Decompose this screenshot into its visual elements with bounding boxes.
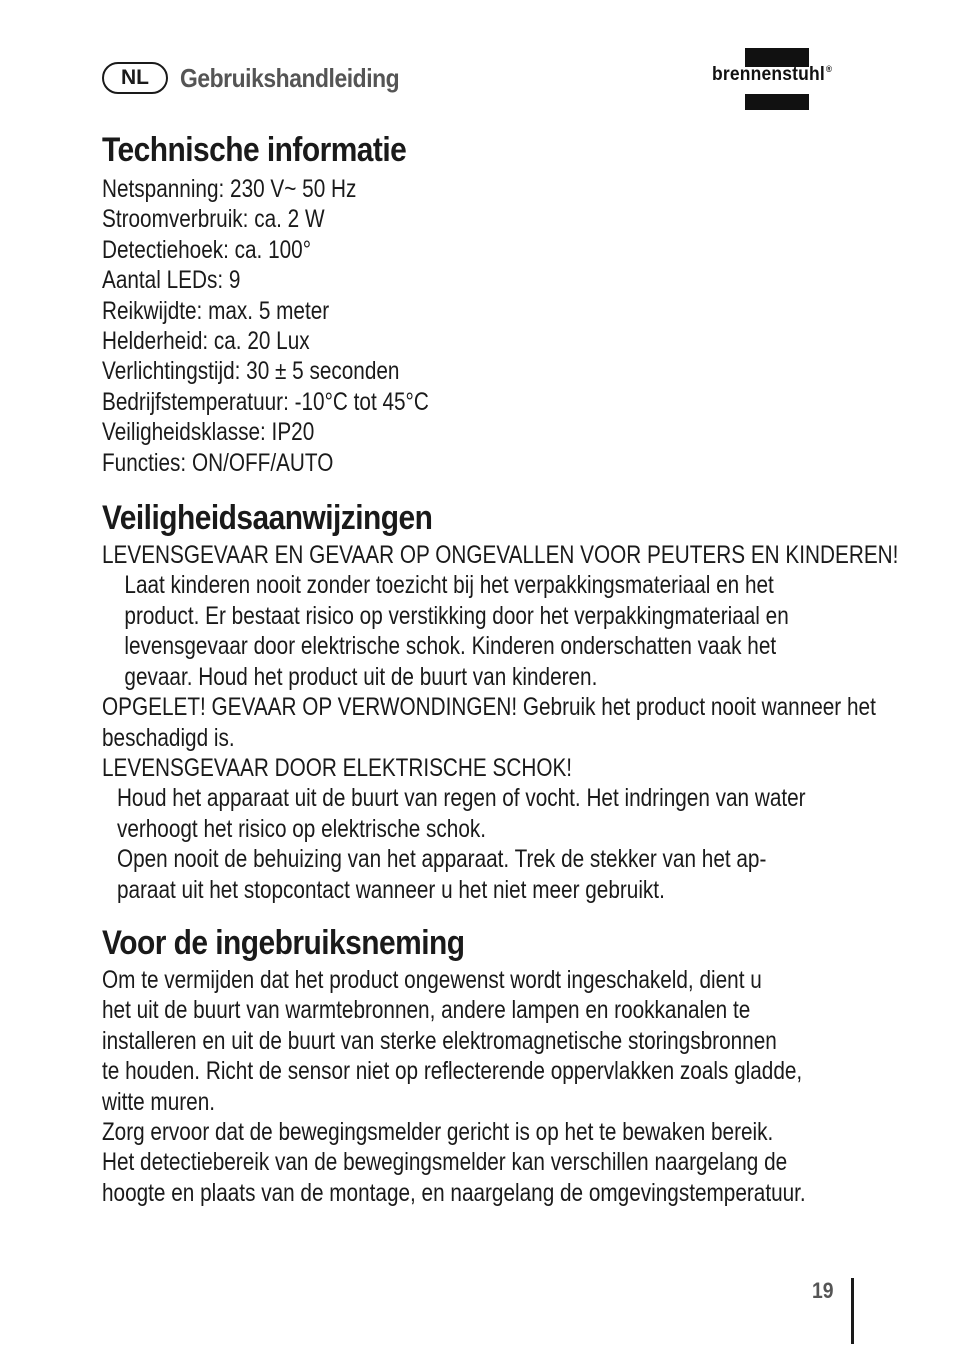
warning-heading: LEVENSGEVAAR EN GEVAAR OP ONGEVALLEN VOOR PEUTERS EN KINDEREN! xyxy=(102,541,899,570)
spec-line: Bedrijfstemperatuur: -10°C tot 45°C xyxy=(102,387,429,416)
setup-line: installeren en uit de buurt van sterke elektromagnetische storingsbronnen xyxy=(102,1026,777,1055)
safety-line: Houd het apparaat uit de buurt van regen of vocht. Het indringen van water xyxy=(116,784,806,813)
setup-line: Om te vermijden dat het product ongewenst wordt ingeschakeld, dient u xyxy=(102,965,762,994)
section-title-setup: Voor de ingebruiksneming xyxy=(102,923,465,962)
spec-line: Detectiehoek: ca. 100° xyxy=(102,235,312,264)
setup-instructions xyxy=(102,965,872,1208)
page-content xyxy=(102,128,899,1208)
warning-heading: LEVENSGEVAAR DOOR ELEKTRISCHE SCHOK! xyxy=(102,753,573,782)
page-edge-rule xyxy=(851,1278,854,1344)
section-title-technical: Technische informatie xyxy=(102,131,407,169)
page-header xyxy=(102,60,429,96)
setup-line: witte muren. xyxy=(102,1087,216,1116)
spec-line: Veiligheidsklasse: IP20 xyxy=(102,418,315,447)
setup-line: het uit de buurt van warmtebronnen, andere lampen en rookkanalen te xyxy=(102,996,751,1025)
setup-line: Zorg ervoor dat de bewegingsmelder gericht is op het te bewaken bereik. xyxy=(102,1117,774,1146)
safety-line: Laat kinderen nooit zonder toezicht bij het verpakkingsmateriaal en het xyxy=(124,571,774,600)
spec-line: Aantal LEDs: 9 xyxy=(102,266,241,295)
registered-mark: ® xyxy=(825,64,833,74)
spec-line: Reikwijdte: max. 5 meter xyxy=(102,296,330,325)
setup-line: hoogte en plaats van de montage, en naargelang de omgevingstemperatuur. xyxy=(102,1178,806,1207)
safety-line: product. Er bestaat risico op verstikking door het verpakkingmateriaal en xyxy=(124,601,789,630)
logo-bar-bottom xyxy=(745,94,809,110)
manual-title: Gebruikshandleiding xyxy=(180,62,400,93)
spec-line: Verlichtingstijd: 30 ± 5 seconden xyxy=(102,357,400,386)
section-title-safety: Veiligheidsaanwijzingen xyxy=(102,499,433,538)
safety-line: levensgevaar door elektrische schok. Kinderen onderschatten vaak het xyxy=(124,632,777,661)
spec-line: Stroomverbruik: ca. 2 W xyxy=(102,205,325,234)
spec-line: Helderheid: ca. 20 Lux xyxy=(102,327,310,356)
brand-name: brennenstuhl xyxy=(712,64,825,85)
language-badge: NL xyxy=(102,62,168,94)
safety-line: gevaar. Houd het product uit de buurt van kinderen. xyxy=(124,662,598,691)
page-number: 19 xyxy=(812,1278,834,1303)
safety-instructions xyxy=(102,540,899,905)
safety-line: verhoogt het risico op elektrische schok. xyxy=(116,814,487,843)
brand-logo xyxy=(712,48,862,112)
safety-line: Open nooit de behuizing van het apparaat. Trek de stekker van het ap- xyxy=(116,845,767,874)
brand-wordmark xyxy=(712,64,832,86)
spec-line: Netspanning: 230 V~ 50 Hz xyxy=(102,175,357,203)
safety-line: beschadigd is. xyxy=(102,723,235,752)
setup-line: Het detectiebereik van de bewegingsmelder kan verschillen naargelang de xyxy=(102,1148,788,1177)
spec-line: Functies: ON/OFF/AUTO xyxy=(102,448,334,477)
setup-line: te houden. Richt de sensor niet op reflecterende oppervlakken zoals gladde, xyxy=(102,1057,803,1086)
safety-line: paraat uit het stopcontact wanneer u het niet meer gebruikt. xyxy=(116,875,665,904)
technical-specs xyxy=(102,174,872,478)
warning-heading: OPGELET! GEVAAR OP VERWONDINGEN! Gebruik het product nooit wanneer het xyxy=(102,693,876,722)
